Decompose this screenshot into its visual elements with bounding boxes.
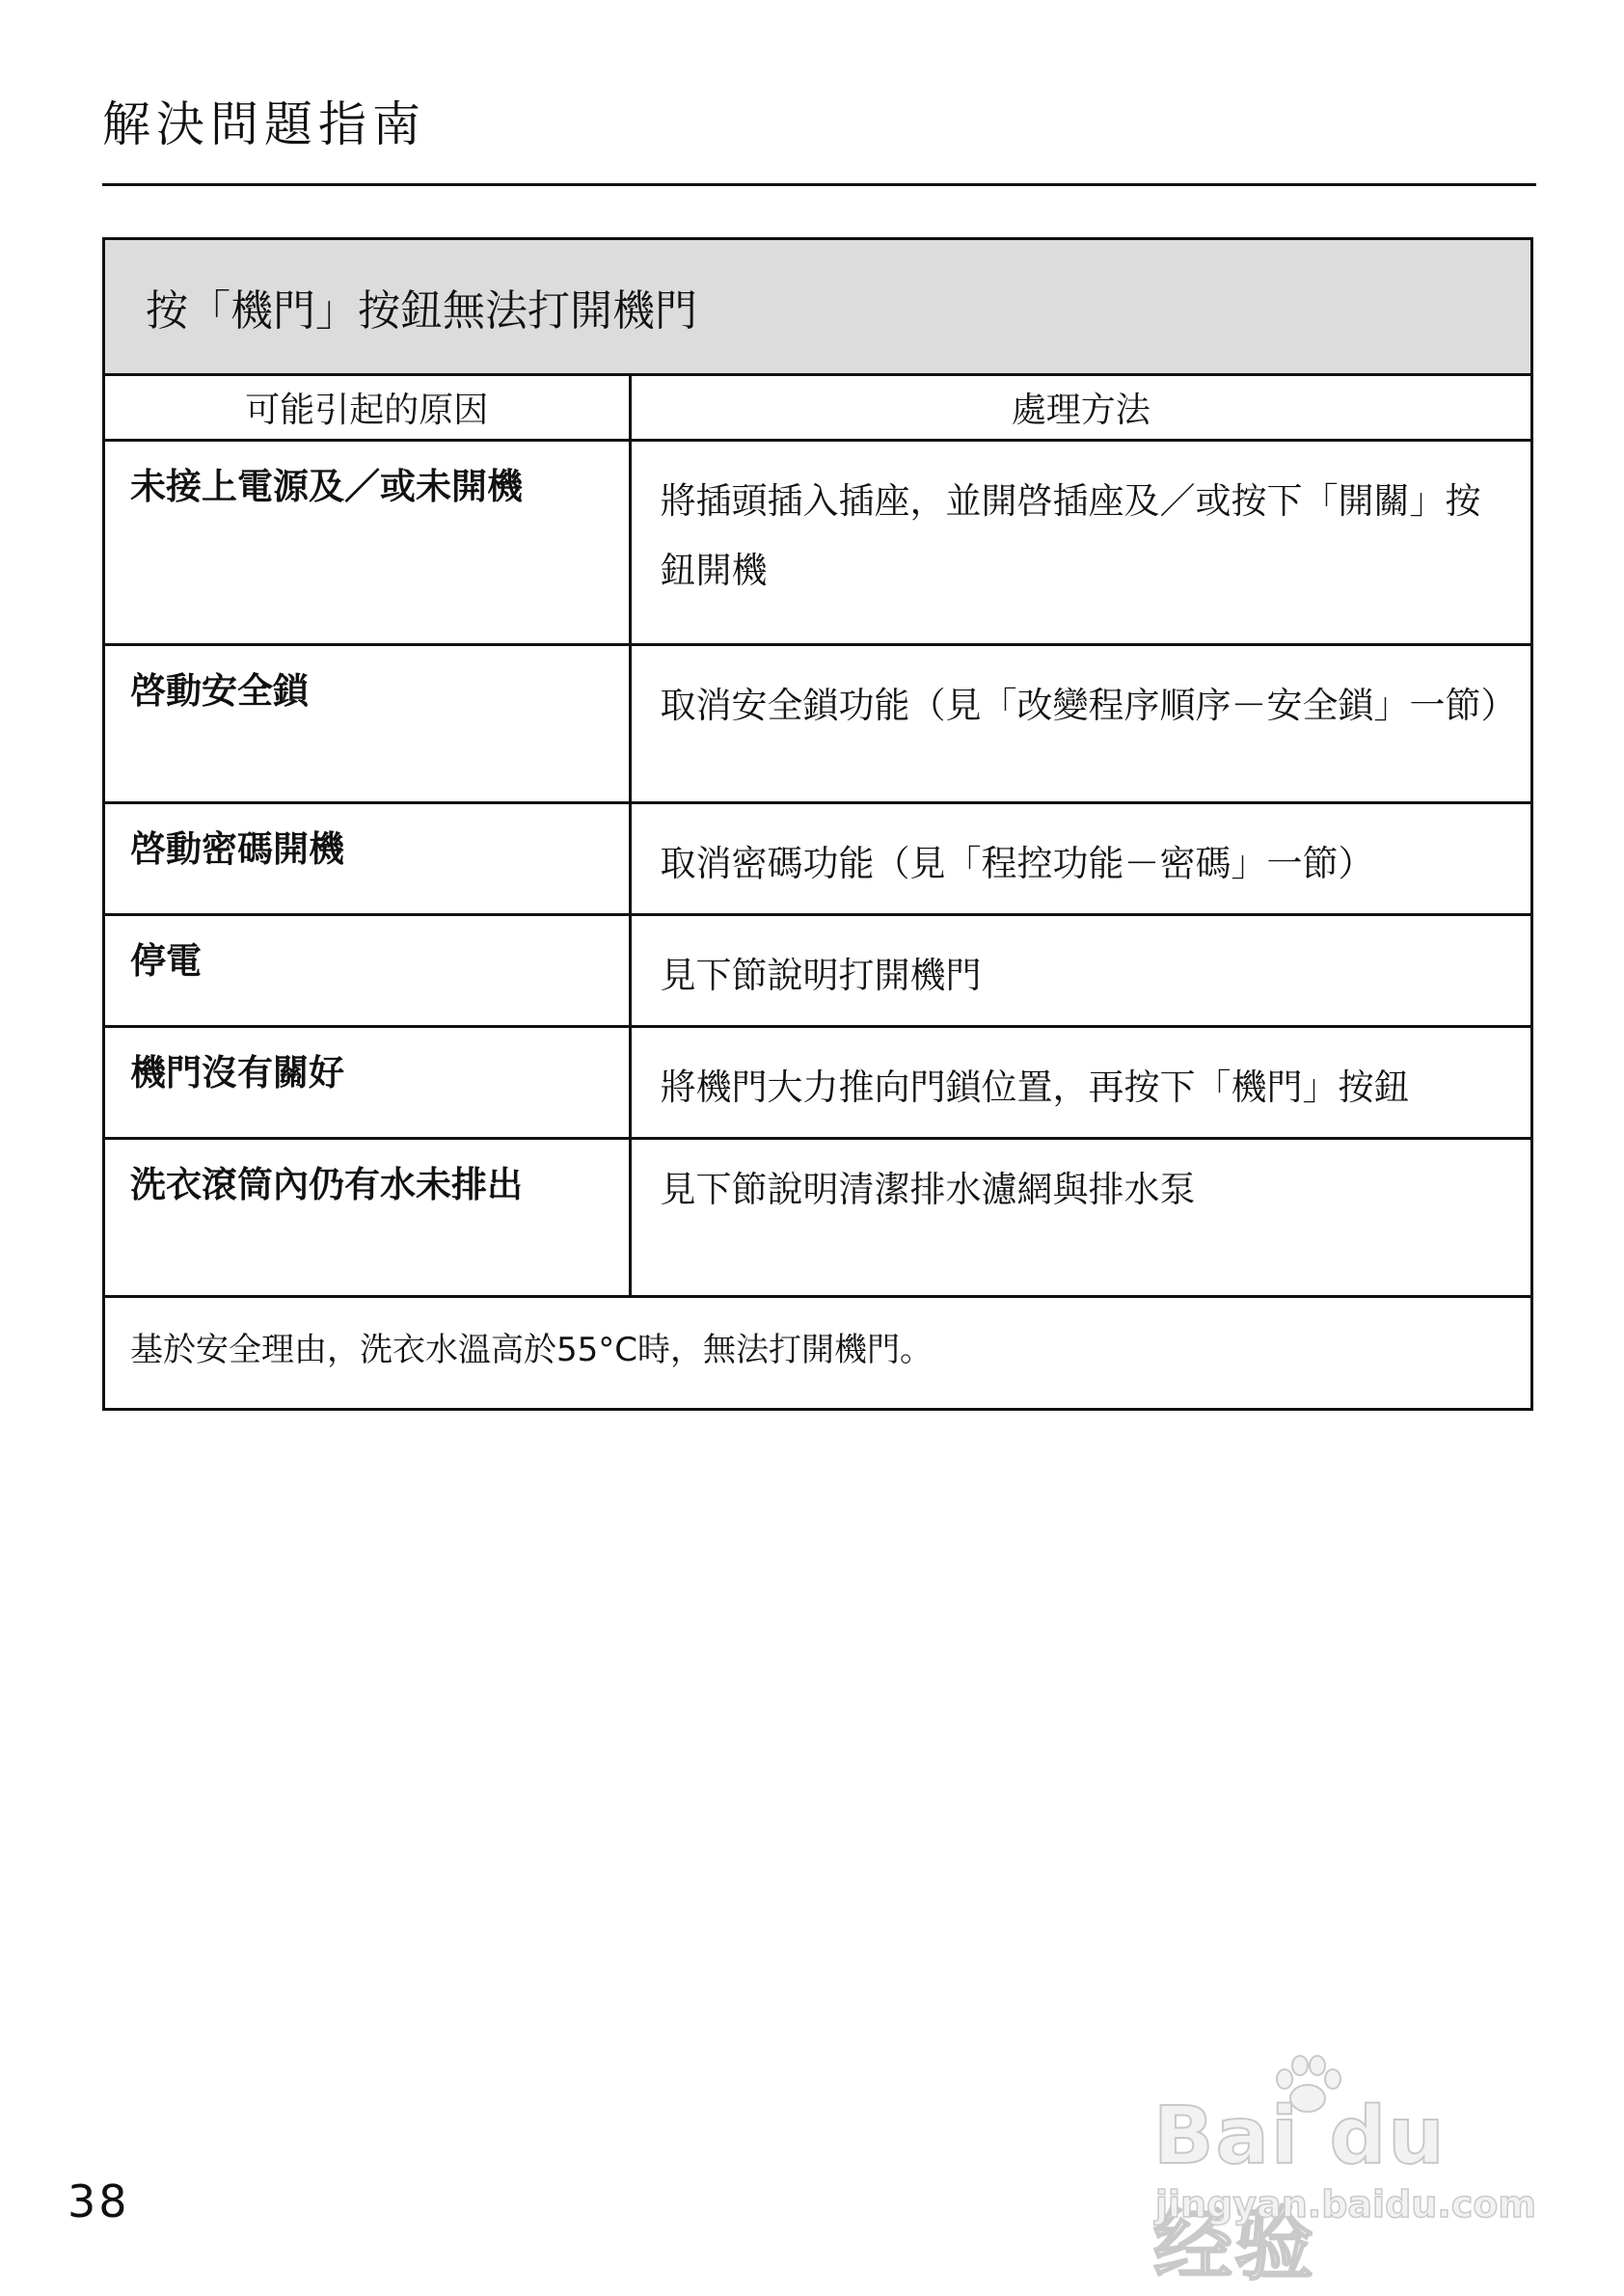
column-header-row: [105, 376, 1530, 440]
table-row: [105, 1138, 1530, 1296]
remedy-cell: 將機門大力推向門鎖位置，再按下「機門」按鈕: [630, 1026, 1530, 1138]
note-row: [105, 1296, 1530, 1408]
cause-cell: 啓動安全鎖: [105, 644, 630, 802]
table-row: [105, 914, 1530, 1026]
troubleshooting-table: [102, 237, 1533, 1411]
column-header-cause: 可能引起的原因: [105, 376, 630, 440]
table-title: 按「機門」按鈕無法打開機門: [105, 240, 1530, 376]
remedy-cell: 見下節說明打開機門: [630, 914, 1530, 1026]
safety-note: 基於安全理由，洗衣水溫高於55°C時，無法打開機門。: [105, 1296, 1530, 1408]
table-row: [105, 802, 1530, 914]
remedy-cell: 見下節說明清潔排水濾網與排水泵: [630, 1138, 1530, 1296]
remedy-cell: 取消安全鎖功能（見「改變程序順序－安全鎖」一節）: [630, 644, 1530, 802]
cause-cell: 未接上電源及／或未開機: [105, 440, 630, 644]
cause-cell: 停電: [105, 914, 630, 1026]
table-row: [105, 440, 1530, 644]
column-header-remedy: 處理方法: [630, 376, 1530, 440]
section-header: 解決問題指南: [102, 96, 426, 152]
watermark-url: jingyan.baidu.com: [1155, 2183, 1536, 2226]
table-row: [105, 1026, 1530, 1138]
cause-remedy-table: [105, 376, 1530, 1408]
cause-cell: 洗衣滾筒內仍有水未排出: [105, 1138, 630, 1296]
baidu-watermark: [1153, 2052, 1539, 2291]
watermark-logo-text: Bai du 经验: [1153, 2091, 1447, 2291]
cause-cell: 機門沒有關好: [105, 1026, 630, 1138]
remedy-cell: 將插頭插入插座，並開啓插座及／或按下「開關」按鈕開機: [630, 440, 1530, 644]
table-row: [105, 644, 1530, 802]
page-number: 38: [68, 2175, 130, 2228]
remedy-cell: 取消密碼功能（見「程控功能－密碼」一節）: [630, 802, 1530, 914]
cause-cell: 啓動密碼開機: [105, 802, 630, 914]
header-rule: [102, 183, 1536, 186]
